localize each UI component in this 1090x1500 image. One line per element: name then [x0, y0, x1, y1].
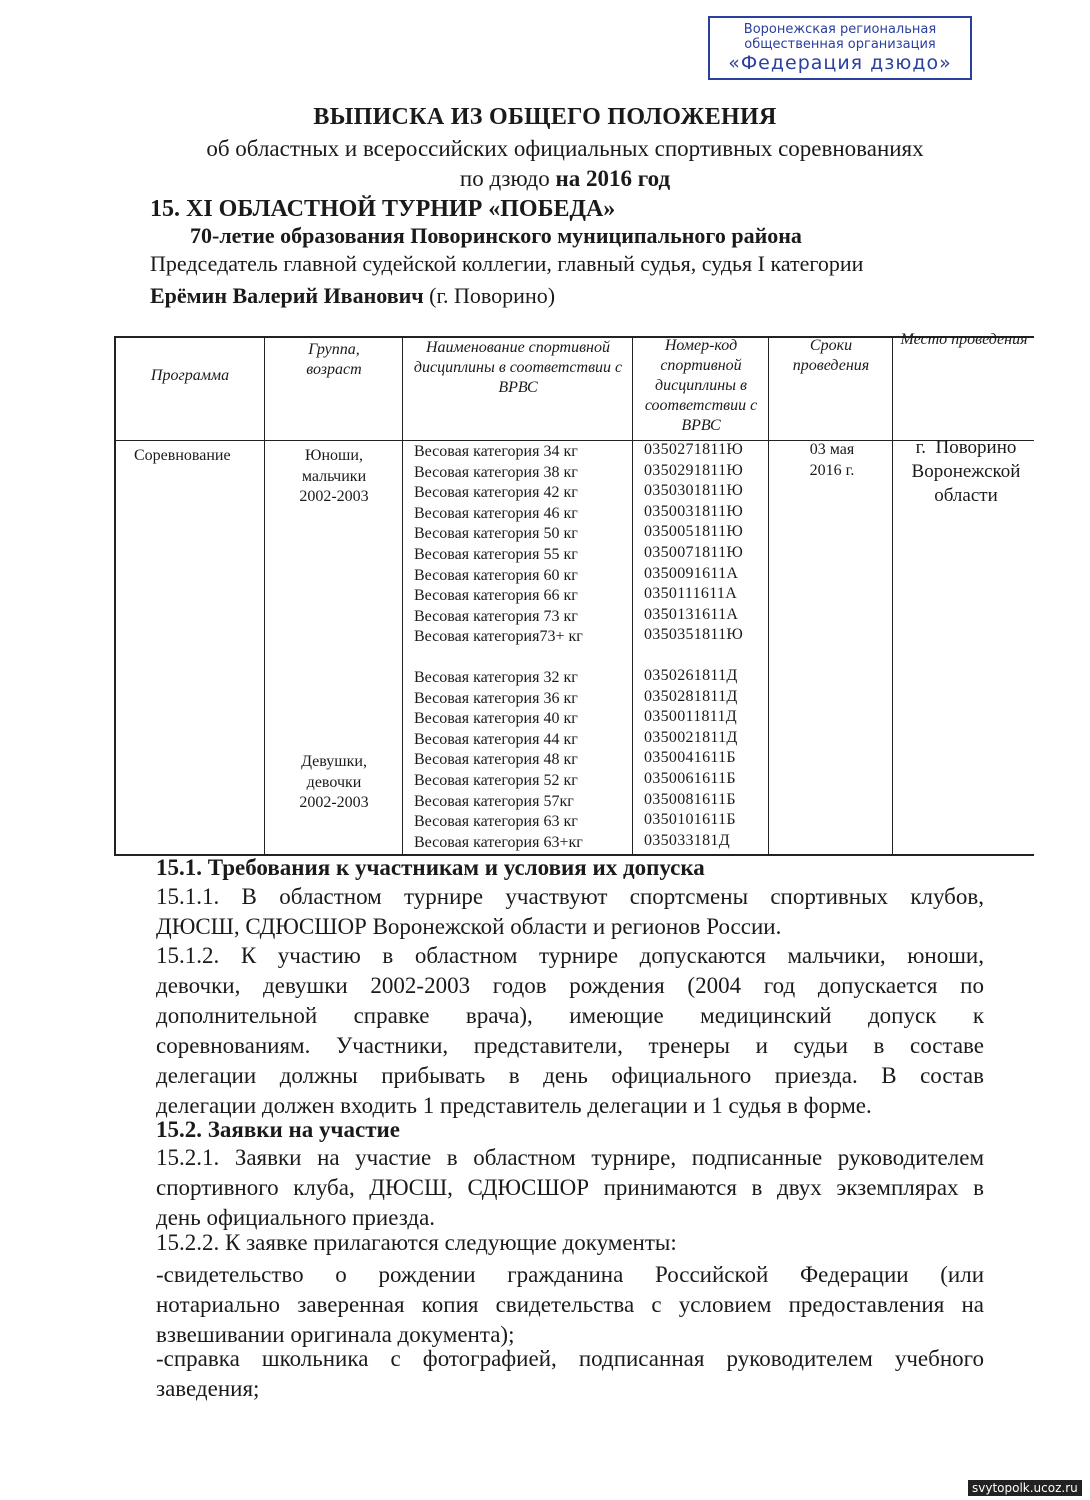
- group-girls: Девушки, девочки 2002-2003: [299, 753, 369, 812]
- weights-boys-list: [414, 442, 583, 648]
- list-item: 0350101611Б: [644, 811, 736, 829]
- list-item: Весовая категория 32 кг: [414, 669, 578, 686]
- list-item: Весовая категория 38 кг: [414, 463, 578, 481]
- paragraph-15-1-1: 15.1.1. В областном турнире участвуют спортсмены спортивных клубов, ДЮСШ, СДЮСШОР Воронежской области и регионов России.: [156, 884, 984, 939]
- header-program: Программа: [150, 367, 230, 384]
- date-cell: 03 мая 2016 г.: [809, 441, 855, 479]
- list-item: Весовая категория 55 кг: [414, 545, 578, 563]
- list-item: Весовая категория 44 кг: [414, 730, 578, 748]
- header-group: Группа, возраст: [306, 341, 362, 378]
- list-item: 0350271811Ю: [644, 441, 744, 458]
- weights-girls-list: [414, 668, 583, 853]
- codes-boys-list: [644, 440, 743, 646]
- list-item: 0350111611А: [644, 585, 738, 603]
- document-subtitle-2: по дзюдо на 2016 год: [459, 166, 671, 191]
- site-watermark: svytopolk.ucoz.ru: [968, 1480, 1082, 1496]
- organization-stamp: [708, 16, 972, 80]
- list-item: Весовая категория 52 кг: [414, 771, 578, 789]
- list-item: 0350031811Ю: [644, 502, 744, 520]
- list-item: Весовая категория 34 кг: [414, 443, 578, 460]
- table-col-divider-2: [402, 336, 403, 856]
- stamp-line-1: Воронежская региональная: [743, 22, 937, 37]
- place-cell: г. Поворино Воронежской области: [911, 437, 1021, 506]
- paragraph-15-2-1: 15.2.1. Заявки на участие в областном турнире, подписанные руководителем спортивного клуба, ДЮСШ, СДЮСШОР принимаются в двух экземплярах в день официального приезда.: [156, 1145, 984, 1230]
- list-item: Весовая категория 50 кг: [414, 525, 578, 543]
- documents-item-1: -свидетельство о рождении гражданина Российской Федерации (или нотариально заверенная копия свидетельства с условием предоставления на взвешивании оригинала документа);: [156, 1262, 984, 1347]
- document-title: ВЫПИСКА ИЗ ОБЩЕГО ПОЛОЖЕНИЯ: [313, 104, 777, 130]
- list-item: Весовая категория 46 кг: [414, 504, 578, 522]
- table-col-divider-4: [768, 336, 769, 856]
- header-discipline: Наименование спортивной дисциплины в соответствии с ВРВС: [413, 339, 623, 396]
- list-item: 0350261811Д: [644, 667, 738, 684]
- codes-girls-list: [644, 666, 738, 851]
- table-header-divider: [114, 440, 1034, 441]
- list-item: Весовая категория 63 кг: [414, 813, 578, 831]
- header-dates: Сроки проведения: [792, 337, 870, 374]
- list-item: Весовая категория 60 кг: [414, 566, 578, 584]
- section-heading: 15. XI ОБЛАСТНОЙ ТУРНИР «ПОБЕДА»: [150, 196, 616, 222]
- list-item: 0350071811Ю: [644, 543, 744, 561]
- list-item: 0350301811Ю: [644, 482, 744, 500]
- list-item: Весовая категория73+ кг: [414, 628, 583, 646]
- list-item: 0350041611Б: [644, 749, 736, 767]
- list-item: Весовая категория 66 кг: [414, 587, 578, 605]
- document-subtitle-1: об областных и всероссийских официальных спортивных соревнованиях: [206, 136, 924, 161]
- stamp-line-3: «Федерация дзюдо»: [728, 52, 952, 74]
- heading-15-2: 15.2. Заявки на участие: [156, 1117, 400, 1142]
- documents-item-2: -справка школьника с фотографией, подписанная руководителем учебного заведения;: [156, 1346, 984, 1401]
- heading-15-1: 15.1. Требования к участникам и условия их допуска: [156, 855, 705, 880]
- list-item: 0350351811Ю: [644, 626, 744, 644]
- list-item: Весовая категория 36 кг: [414, 689, 578, 707]
- list-item: 0350021811Д: [644, 728, 738, 746]
- list-item: 0350131611А: [644, 605, 739, 623]
- program-cell: Соревнование: [134, 447, 231, 464]
- list-item: 035033181Д: [644, 831, 730, 849]
- list-item: Весовая категория 57кг: [414, 792, 574, 810]
- chair-name: Ерёмин Валерий Иванович (г. Поворино): [150, 283, 556, 308]
- list-item: Весовая категория 63+кг: [414, 833, 583, 851]
- list-item: Весовая категория 40 кг: [414, 710, 578, 728]
- list-item: 0350281811Д: [644, 687, 738, 705]
- list-item: 0350091611А: [644, 564, 739, 582]
- stamp-line-2: общественная организация: [744, 37, 936, 52]
- paragraph-15-2-2: 15.2.2. К заявке прилагаются следующие документы:: [156, 1230, 677, 1255]
- table-col-divider-1: [264, 336, 265, 856]
- list-item: 0350081611Б: [644, 790, 736, 808]
- header-place: Место проведения: [900, 331, 1028, 348]
- list-item: 0350011811Д: [644, 708, 738, 726]
- header-code: Номер-код спортивной дисциплины в соответствии с ВРВС: [644, 337, 758, 434]
- list-item: Весовая категория 48 кг: [414, 751, 578, 769]
- list-item: 0350051811Ю: [644, 523, 744, 541]
- table-col-divider-3: [632, 336, 633, 856]
- list-item: 0350291811Ю: [644, 461, 744, 479]
- group-boys: Юноши, мальчики 2002-2003: [299, 447, 369, 506]
- competition-table: [114, 331, 1034, 856]
- list-item: 0350061611Б: [644, 769, 736, 787]
- list-item: Весовая категория 42 кг: [414, 484, 578, 502]
- paragraph-15-1-2: 15.1.2. К участию в областном турнире допускаются мальчики, юноши, девочки, девушки 2002-2003 годов рождения (2004 год допускается по дополнительной справке врача), имеющие медицинский допуск к соревнованиям. Участники, представители, тренеры и судьи в составе делегации должны прибывать в день официального приезда. В состав делегации должен входить 1 представитель делегации и 1 судья в форме.: [156, 943, 984, 1118]
- table-border-left: [114, 336, 116, 856]
- list-item: Весовая категория 73 кг: [414, 607, 578, 625]
- chair-line: Председатель главной судейской коллегии, главный судья, судья I категории: [150, 251, 864, 276]
- table-col-divider-5: [892, 336, 893, 856]
- anniversary-heading: 70-летие образования Поворинского муниципального района: [190, 223, 802, 248]
